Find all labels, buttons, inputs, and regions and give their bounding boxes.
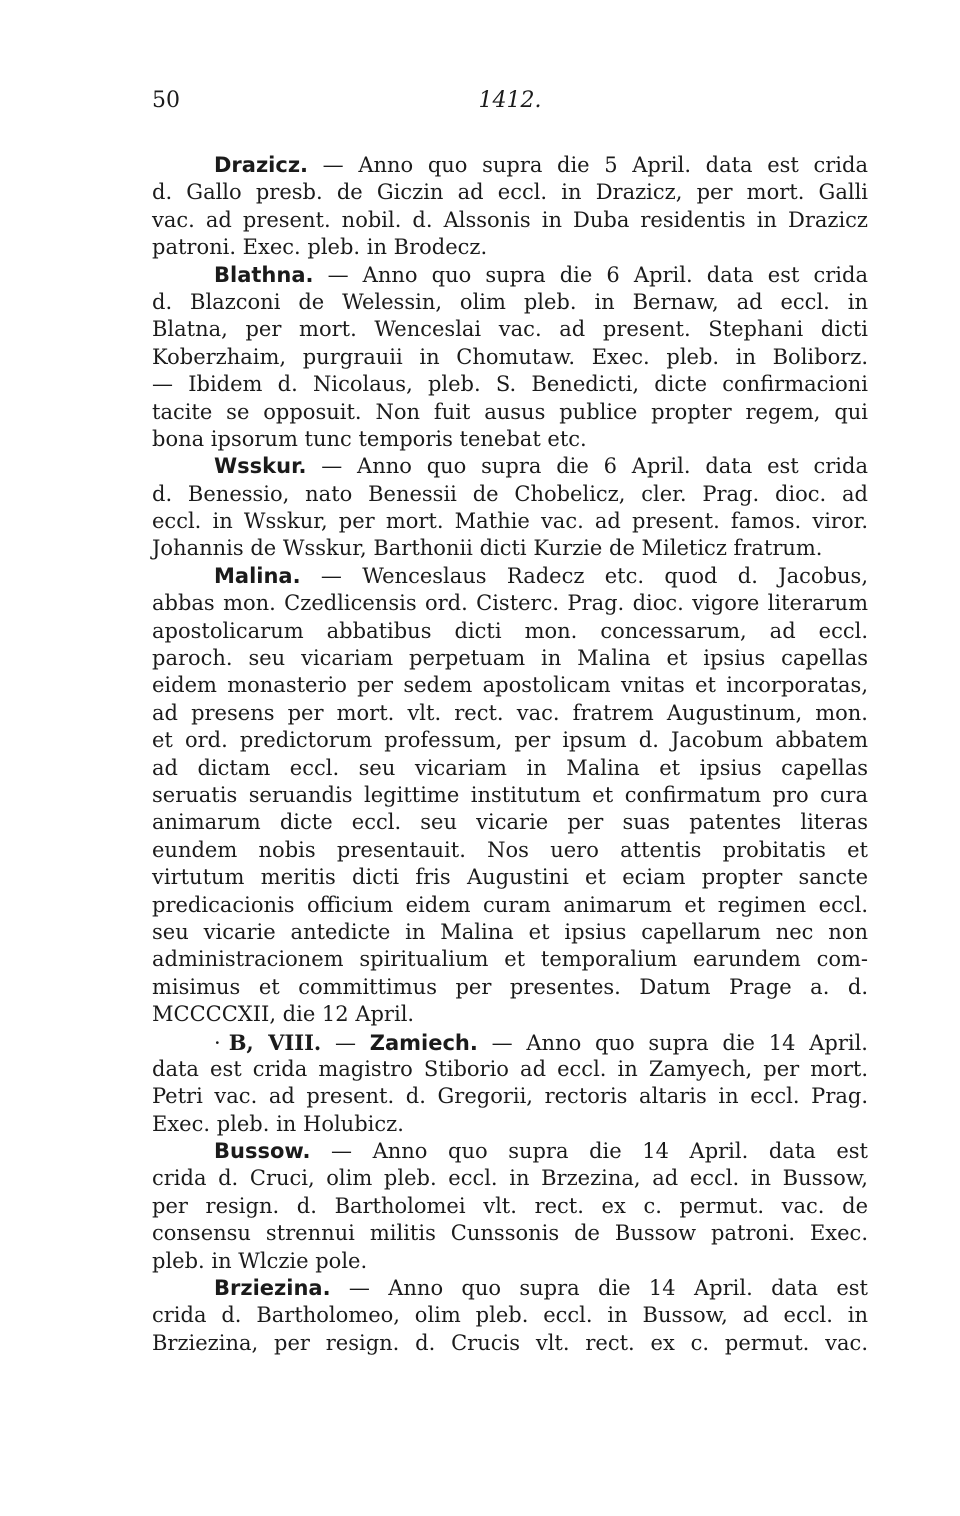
line-text: — Wenceslaus Radecz etc. quod d. Jacobus, xyxy=(300,563,868,588)
text-line xyxy=(152,1248,868,1275)
line-text: d. Benessio, nato Benessii de Chobelicz, cler. Prag. dioc. ad xyxy=(152,481,868,506)
text-line xyxy=(152,179,868,206)
line-text: ad presens per mort. vlt. rect. vac. fratrem Augustinum, mon. xyxy=(152,700,868,725)
text-line xyxy=(152,755,868,782)
line-text: Exec. pleb. in Holubicz. xyxy=(152,1111,404,1136)
line-text: consensu strennui militis Cunssonis de Bussow patroni. Exec. xyxy=(152,1221,868,1246)
line-text: Brziezina, per resign. d. Crucis vlt. rect. ex c. permut. vac. xyxy=(152,1330,868,1355)
line-text: virtutum meritis dicti fris Augustini et eciam propter sancte xyxy=(152,865,868,890)
line-text: — Ibidem d. Nicolaus, pleb. S. Benedicti, dicte confirmacioni xyxy=(152,372,868,397)
line-text: eundem nobis presentauit. Nos uero attentis probitatis et xyxy=(152,837,868,862)
text-line xyxy=(152,344,868,371)
separator-dash: — xyxy=(321,1030,370,1055)
line-text: eidem monasterio per sedem apostolicam vnitas et incorporatas, xyxy=(152,673,868,698)
line-text: misimus et committimus per presentes. Datum Prage a. d. xyxy=(152,974,868,999)
text-line xyxy=(152,234,868,261)
line-text: MCCCCXII, die 12 April. xyxy=(152,1002,415,1027)
text-line xyxy=(152,563,868,590)
text-line xyxy=(152,1029,868,1056)
entry-place-name: Brziezina. xyxy=(214,1276,331,1301)
text-line xyxy=(152,1138,868,1165)
line-text: crida d. Bartholomeo, olim pleb. eccl. in Bussow, ad eccl. in xyxy=(152,1303,868,1328)
text-line xyxy=(152,1056,868,1083)
line-text: data est crida magistro Stiborio ad eccl. in Zamyech, per mort. xyxy=(152,1056,868,1081)
text-line xyxy=(152,946,868,973)
text-line xyxy=(152,399,868,426)
line-text: Koberzhaim, purgrauii in Chomutaw. Exec. pleb. in Boliborz. xyxy=(152,344,868,369)
text-line xyxy=(152,892,868,919)
line-text: pleb. in Wlczie pole. xyxy=(152,1248,368,1273)
text-line xyxy=(152,672,868,699)
running-head xyxy=(152,88,868,118)
line-text: tacite se opposuit. Non fuit ausus publice propter regem, qui xyxy=(152,399,868,424)
line-text: seu vicarie antedicte in Malina et ipsius capellarum nec non xyxy=(152,919,868,944)
text-line xyxy=(152,1001,868,1028)
line-text: Petri vac. ad present. d. Gregorii, rectoris altaris in eccl. Prag. xyxy=(152,1084,868,1109)
line-text: d. Gallo presb. de Giczin ad eccl. in Drazicz, per mort. Galli xyxy=(152,180,868,205)
page-number: 50 xyxy=(152,88,180,113)
line-text: abbas mon. Czedlicensis ord. Cisterc. Prag. dioc. vigore literarum xyxy=(152,591,868,616)
text-line xyxy=(152,618,868,645)
text-line xyxy=(152,426,868,453)
line-text: et ord. predictorum professum, per ipsum d. Jacobum abbatem xyxy=(152,728,868,753)
entry-place-name: Blathna. xyxy=(214,262,314,287)
line-text: animarum dicte eccl. seu vicarie per suas patentes literas xyxy=(152,810,868,835)
text-line xyxy=(152,316,868,343)
text-line xyxy=(152,1083,868,1110)
body-text xyxy=(152,152,868,1357)
entry-place-name: Drazicz. xyxy=(214,153,309,177)
text-line xyxy=(152,590,868,617)
entry-place-name: Wsskur. xyxy=(214,454,307,479)
line-text: paroch. seu vicariam perpetuam in Malina et ipsius capellas xyxy=(152,646,868,671)
line-text: vac. ad present. nobil. d. Alssonis in Duba residentis in Drazicz xyxy=(152,207,868,232)
text-line xyxy=(152,1330,868,1357)
text-line xyxy=(152,919,868,946)
line-text: apostolicarum abbatibus dicti mon. concessarum, ad eccl. xyxy=(152,618,868,643)
entry-place-name: Malina. xyxy=(214,563,301,588)
line-text: eccl. in Wsskur, per mort. Mathie vac. ad present. famos. viror. xyxy=(152,509,868,534)
text-line xyxy=(152,1220,868,1247)
margin-marker: · xyxy=(214,1030,221,1055)
text-line xyxy=(152,1165,868,1192)
text-line xyxy=(152,535,868,562)
line-text: crida d. Cruci, olim pleb. eccl. in Brzezina, ad eccl. in Bussow, xyxy=(152,1166,868,1191)
line-text: — Anno quo supra die 6 April. data est crida xyxy=(313,262,868,287)
text-line xyxy=(152,453,868,480)
text-line xyxy=(152,207,868,234)
text-line xyxy=(152,371,868,398)
line-text: — Anno quo supra die 5 April. data est crida xyxy=(308,153,868,177)
text-line xyxy=(152,1275,868,1302)
text-line xyxy=(152,1302,868,1329)
line-text: — Anno quo supra die 6 April. data est crida xyxy=(306,454,868,479)
text-line xyxy=(152,508,868,535)
line-text: predicacionis officium eidem curam animarum et regimen eccl. xyxy=(152,892,868,917)
text-line xyxy=(152,262,868,289)
line-text: per resign. d. Bartholomei vlt. rect. ex c. permut. vac. de xyxy=(152,1193,868,1218)
page-year-heading: 1412. xyxy=(478,88,542,113)
entry-place-name: Zamiech. xyxy=(369,1030,478,1055)
line-text: — Anno quo supra die 14 April. xyxy=(477,1030,868,1055)
line-text: d. Blazconi de Welessin, olim pleb. in Bernaw, ad eccl. in xyxy=(152,289,868,314)
text-line xyxy=(152,1111,868,1138)
section-reference: B, VIII. xyxy=(228,1029,322,1055)
line-text: — Anno quo supra die 14 April. data est xyxy=(310,1139,868,1164)
entry-place-name: Bussow. xyxy=(214,1139,311,1164)
text-line xyxy=(152,645,868,672)
text-line xyxy=(152,864,868,891)
line-text: patroni. Exec. pleb. in Brodecz. xyxy=(152,235,488,260)
line-text: ad dictam eccl. seu vicariam in Malina et ipsius capellas xyxy=(152,755,868,780)
text-line xyxy=(152,809,868,836)
text-line xyxy=(152,481,868,508)
text-line xyxy=(152,700,868,727)
line-text: bona ipsorum tunc temporis tenebat etc. xyxy=(152,426,587,451)
line-text: Blatna, per mort. Wenceslai vac. ad present. Stephani dicti xyxy=(152,317,868,342)
text-line xyxy=(152,1193,868,1220)
text-line xyxy=(152,727,868,754)
line-text: seruatis seruandis legittime institutum et confirmatum pro cura xyxy=(152,782,868,807)
text-line xyxy=(152,782,868,809)
text-line xyxy=(152,152,868,179)
line-text: Johannis de Wsskur, Barthonii dicti Kurzie de Mileticz fratrum. xyxy=(152,536,823,561)
line-text: — Anno quo supra die 14 April. data est xyxy=(330,1276,868,1301)
text-line xyxy=(152,974,868,1001)
line-text: administracionem spiritualium et temporalium earundem com- xyxy=(152,947,868,972)
text-line xyxy=(152,837,868,864)
text-line xyxy=(152,289,868,316)
